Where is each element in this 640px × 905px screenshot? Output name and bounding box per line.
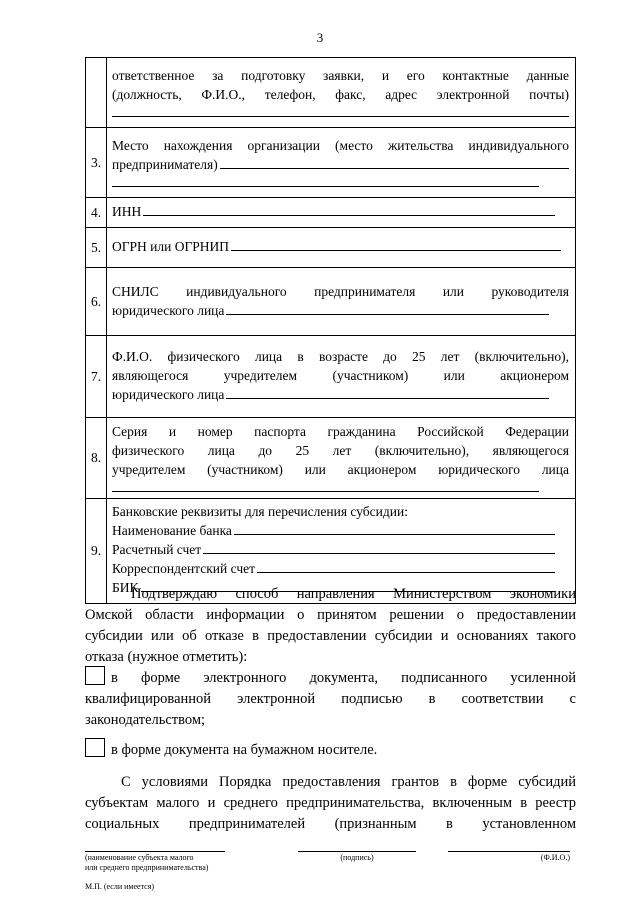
entity-name-signature-field [85,851,225,873]
passport-cell [107,418,576,499]
fio-field [448,851,570,863]
table-row [86,268,576,336]
snils-input-line[interactable] [226,301,549,315]
ogrn-input-line[interactable] [231,237,561,251]
row-number: 6. [86,268,107,336]
snils-cell [107,268,576,336]
row-number: 4. [86,198,107,228]
young-founder-line1: Ф.И.О. физического лица в возрасте до 25 лет (включительно), [112,349,569,364]
location-input-line[interactable] [220,155,569,169]
passport-line3: учредителем (участником) или акционером юридического лица [112,462,569,477]
inn-label: ИНН [112,204,142,219]
confirm-line1: Подтверждаю способ направления Министерством экономики [131,586,576,602]
confirm-paragraph [85,584,576,668]
option-paper [85,738,576,761]
signature-field [298,851,416,863]
row-number: 8. [86,418,107,499]
inn-input-line[interactable] [143,202,555,216]
entity-name-caption-line2: или среднего предпринимательства) [85,863,209,872]
row-number: 3. [86,128,107,198]
table-row [86,198,576,228]
row-number: 9. [86,499,107,604]
contact-text-line2: (должность, Ф.И.О., телефон, факс, адрес электронной почты) [112,87,569,102]
application-form-table [85,57,576,604]
confirm-line4: отказа (нужное отметить): [85,649,248,665]
young-founder-line2: являющегося учредителем (участником) или акционером [112,368,569,383]
location-cell [107,128,576,198]
contact-input-line[interactable] [112,104,569,117]
passport-input-line[interactable] [112,479,539,492]
young-founder-cell [107,336,576,418]
confirm-line3: субсидии или об отказе в предоставлении субсидии и основаниях такого [85,628,576,644]
option-electronic-line2: квалифицированной электронной подписью в соответствии с [85,691,576,707]
electronic-checkbox[interactable] [85,666,105,685]
conditions-paragraph [85,772,576,835]
option-electronic-line1: в форме электронного документа, подписанного усиленной [111,670,576,686]
snils-text-line2: юридического лица [112,302,225,318]
conditions-line1: С условиями Порядка предоставления грантов в форме субсидий [121,774,576,790]
location-input-line-2[interactable] [112,174,539,187]
option-electronic [85,666,576,731]
contact-person-cell [107,58,576,128]
ogrn-label: ОГРН или ОГРНИП [112,239,230,254]
table-row [86,128,576,198]
row-number: 7. [86,336,107,418]
corr-account-input-line[interactable] [257,559,555,573]
bank-name-label: Наименование банка [112,523,232,538]
fio-caption: (Ф.И.О.) [448,851,570,863]
entity-name-caption-line1: (наименование субъекта малого [85,851,225,863]
bank-details-title: Банковские реквизиты для перечисления субсидии: [112,504,408,519]
row-number: 5. [86,228,107,268]
page-number: 3 [316,30,324,45]
paper-checkbox[interactable] [85,738,105,757]
bank-name-input-line[interactable] [234,521,555,535]
contact-text-line1: ответственное за подготовку заявки, и его контактные данные [112,68,569,83]
option-paper-text: в форме документа на бумажном носителе. [111,742,378,758]
passport-line2: физического лица до 25 лет (включительно), являющегося [112,443,569,458]
stamp-note: М.П. (если имеется) [85,882,155,891]
inn-cell [107,198,576,228]
snils-text-line1: СНИЛС индивидуального предпринимателя или руководителя [112,283,569,299]
table-row [86,228,576,268]
option-electronic-line3: законодательством; [85,712,206,728]
account-label: Расчетный счет [112,542,202,557]
location-text-line1: Место нахождения организации (место жительства индивидуального [112,138,569,153]
young-founder-line3: юридического лица [112,387,225,402]
signature-caption: (подпись) [298,851,416,863]
ogrn-cell [107,228,576,268]
corr-account-label: Корреспондентский счет [112,561,256,576]
conditions-line2: субъектам малого и среднего предпринимательства, включенным в реестр [85,795,576,811]
account-input-line[interactable] [203,540,555,554]
young-founder-input-line[interactable] [226,385,549,399]
row-number [86,58,107,128]
passport-line1: Серия и номер паспорта гражданина Российской Федерации [112,424,569,439]
confirm-line2: Омской области информации о принятом решении о предоставлении [85,607,576,623]
table-row [86,418,576,499]
table-row [86,58,576,128]
table-row [86,336,576,418]
conditions-line3: социальных предпринимателей (признанным в установленном [85,816,576,832]
bik-label: БИК [112,580,139,595]
location-text-line2: предпринимателя) [112,157,218,172]
